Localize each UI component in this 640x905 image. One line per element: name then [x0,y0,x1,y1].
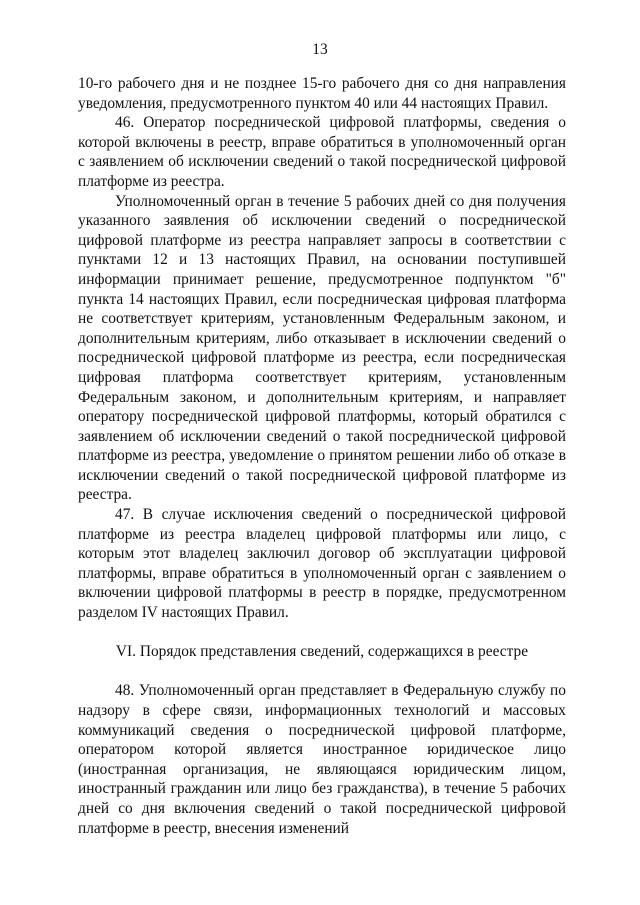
section-heading: VI. Порядок представления сведений, содержащихся в реестре [115,643,529,661]
paragraph-47: 47. В случае исключения сведений о посреднической цифровой платформе из реестра владелец цифровой платформы или лицо, с которым этот владелец заключил договор об эксплуатации цифровой платформы, вправе обратиться в уполномоченный орган с заявлением о включении цифровой платформы в реестр в порядке, предусмотренном разделом IV настоящих Правил. [78,506,566,622]
paragraph-48: 48. Уполномоченный орган представляет в Федеральную службу по надзору в сфере связи, информационных технологий и массовых коммуникаций сведения о посреднической цифровой платформе, оператором которой является иностранное юридическое лицо (иностранная организация, не являющаяся юридическим лицом, иностранный гражданин или лицо без гражданства), в течение 5 рабочих дней со дня включения сведений о такой посреднической цифровой платформе в реестр, внесения изменений [78,682,566,837]
paragraph-continuation: 10-го рабочего дня и не позднее 15-го рабочего дня со дня направления уведомления, предусмотренного пунктом 40 или 44 настоящих Правил. [78,75,566,112]
paragraph-46: 46. Оператор посреднической цифровой платформы, сведения о которой включены в реестр, вправе обратиться в уполномоченный орган с заявлением об исключении сведений о такой посреднической цифровой платформе из реестра. [78,114,566,190]
paragraph-46-procedure: Уполномоченный орган в течение 5 рабочих дней со дня получения указанного заявления об исключении сведений о посреднической цифровой платформе из реестра направляет запросы в соответствии с пунктами 12 и 13 настоящих Правил, на основании поступившей информации принимает решение, предусмотренное подпунктом "б" пункта 14 настоящих Правил, если посредническая цифровая платформа не соответствует критериям, установленным Федеральным законом, и дополнительным критериям, либо отказывает в исключении сведений о посреднической цифровой платформе из реестра, если посредническая цифровая платформа соответствует критериям, установленным Федеральным законом, и дополнительным критериям, и направляет оператору посреднической цифровой платформы, который обратился с заявлением об исключении сведений о такой посреднической цифровой платформе из реестра, уведомление о принятом решении либо об отказе в исключении сведений о такой посреднической цифровой платформе из реестра. [78,192,566,504]
page-number: 13 [312,41,328,58]
document-body [78,74,566,838]
